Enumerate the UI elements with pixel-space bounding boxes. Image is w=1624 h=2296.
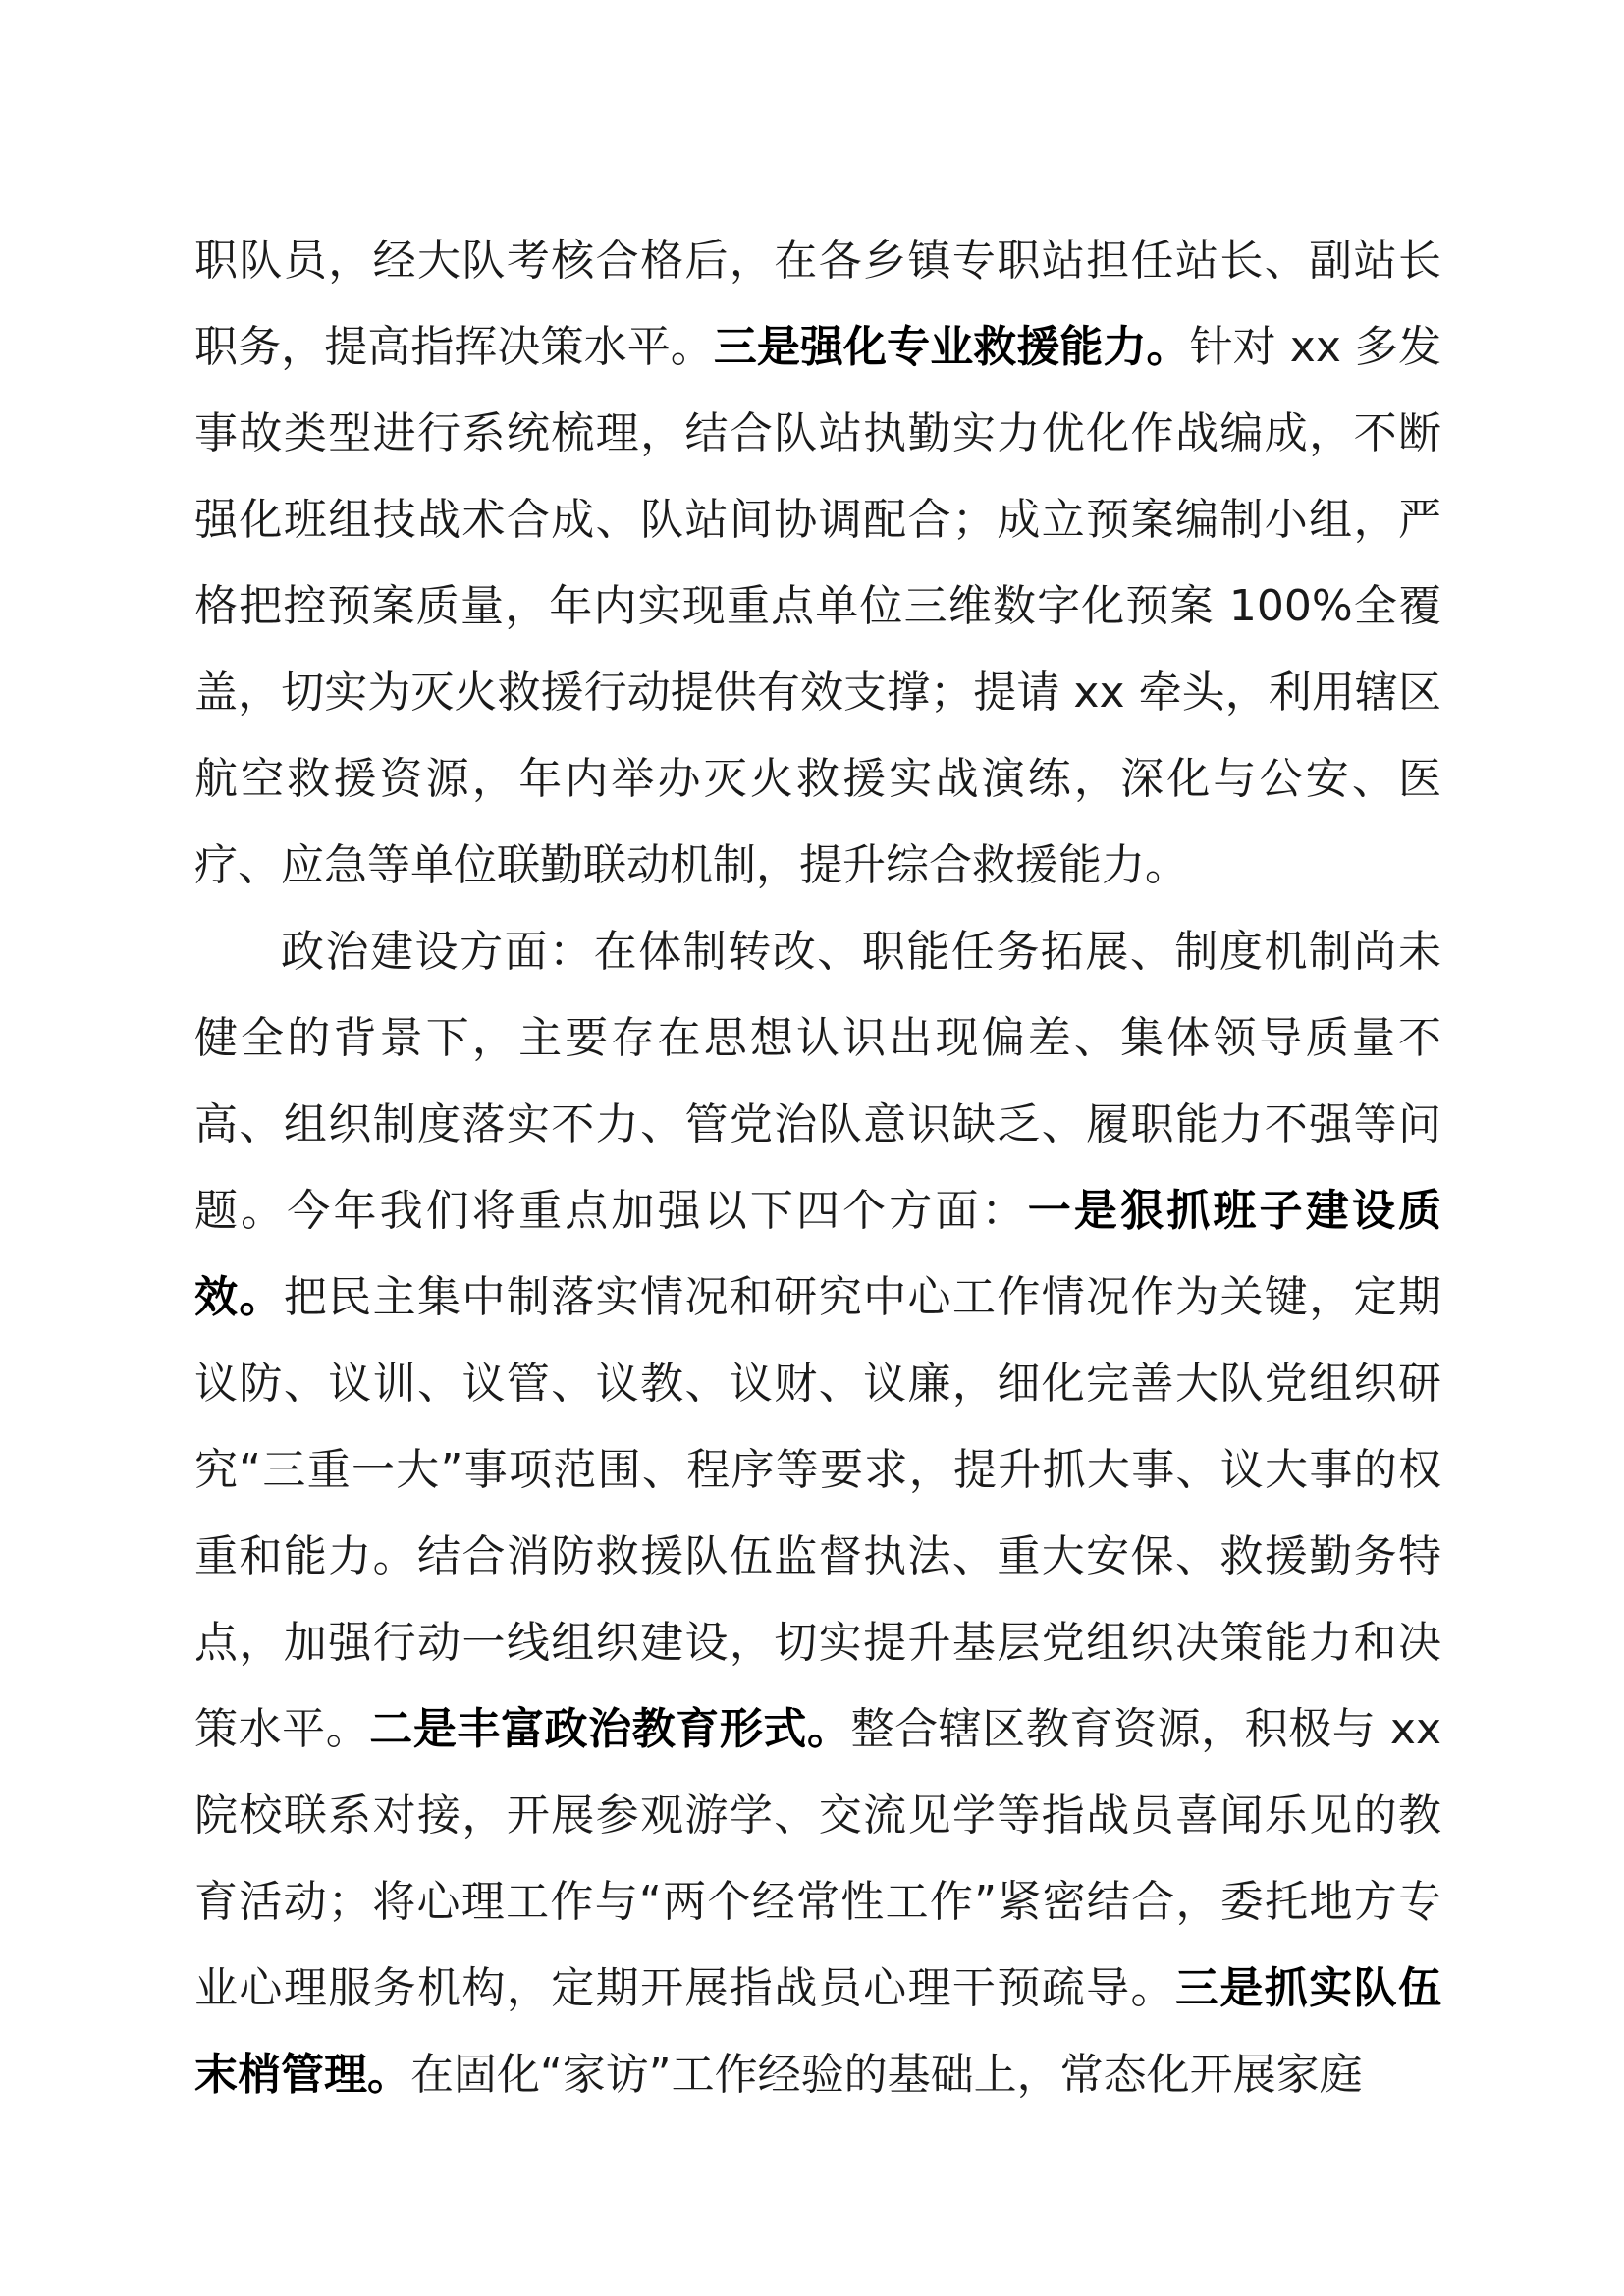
paragraph-political-building	[194, 909, 1441, 2118]
text-segment: 在固化“家访”工作经验的基础上，常态化开展家庭	[410, 2050, 1363, 2100]
text-segment: 针对 xx 多发事故类型进行系统梳理，结合队站执勤实力优化作战编成，不断强化班组技战术合成、队站间协调配合；成立预案编制小组，严格把控预案质量，年内实现重点单位三维数字化预案 100%全覆盖，切实为灭火救援行动提供有效支撑；提请 xx 牵头，利用辖区航空救援资源，年内举办灭火救援实战演练，深化与公安、医疗、应急等单位联勤联动机制，提升综合救援能力。	[194, 322, 1442, 890]
text-segment: 政治建设方面：在体制转改、职能任务拓展、制度机制尚未健全的背景下，主要存在思想认识出现偏差、集体领导质量不高、组织制度落实不力、管党治队意识缺乏、履职能力不强等问题。今年我们将重点加强以下四个方面：	[194, 927, 1441, 1236]
text-segment: 把民主集中制落实情况和研究中心工作情况作为关键，定期议防、议训、议管、议教、议财、议廉，细化完善大队党组织研究“三重一大”事项范围、程序等要求，提升抓大事、议大事的权重和能力。结合消防救援队伍监督执法、重大安保、救援勤务特点，加强行动一线组织建设，切实提升基层党组织决策能力和决策水平。	[194, 1272, 1442, 1754]
text-segment: 整合辖区教育资源，积极与 xx 院校联系对接，开展参观游学、交流见学等指战员喜闻乐见的教育活动；将心理工作与“两个经常性工作”紧密结合，委托地方专业心理服务机构，定期开展指战员心理干预疏导。	[194, 1704, 1442, 2013]
document-body	[194, 218, 1441, 2118]
bold-heading-leadership: 一是狠抓班子建设质效。	[194, 1186, 1442, 1322]
paragraph-rescue-capability	[194, 218, 1441, 909]
text-segment: 职队员，经大队考核合格后，在各乡镇专职站担任站长、副站长职务，提高指挥决策水平。	[194, 236, 1441, 372]
bold-heading-rescue: 三是强化专业救援能力。	[713, 322, 1190, 372]
bold-heading-management: 三是抓实队伍末梢管理。	[194, 1963, 1442, 2100]
bold-heading-education: 二是丰富政治教育形式。	[369, 1704, 851, 1754]
